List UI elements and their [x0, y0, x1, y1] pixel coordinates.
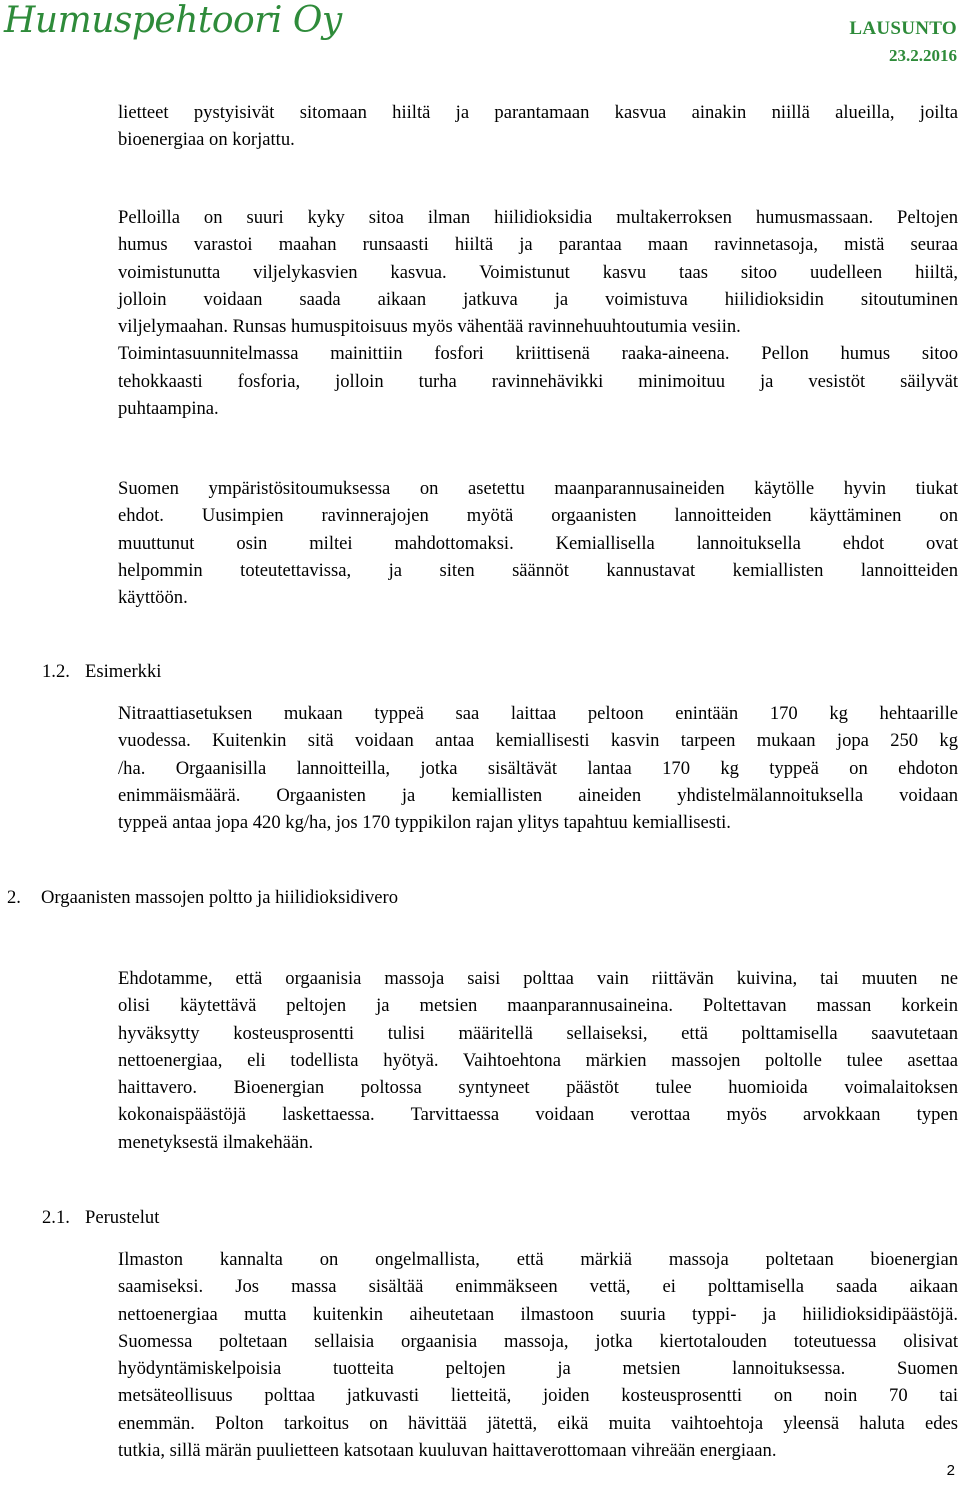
paragraph-nitraattiasetus — [118, 700, 958, 836]
text-line: viljelymaahan. Runsas humuspitoisuus myös vähentää ravinnehuuhtoutumia vesiin. — [118, 316, 741, 338]
text-line: käyttöön. — [118, 587, 188, 609]
section-heading-2 — [7, 887, 398, 909]
text-line: metsäteollisuus polttaa jatkuvasti lietteitä, joiden kosteusprosentti on noin 70 tai — [118, 1385, 958, 1407]
text-line: hyödyntämiskelpoisia tuotteita peltojen ja metsien lannoituksessa. Suomen — [118, 1358, 958, 1380]
section-heading-2-1 — [42, 1207, 159, 1229]
text-line: Suomessa poltetaan sellaisia orgaanisia massoja, jotka kiertotalouden toteutuessa olisivat — [118, 1330, 958, 1352]
paragraph-ymparistositoumus — [118, 475, 958, 611]
page-number: 2 — [946, 1462, 955, 1479]
section-number: 1.2. — [42, 661, 70, 682]
text-line: nettoenergiaa mutta kuitenkin aiheutetaan ilmastoon suuria typpi- ja hiilidioksidipäästöjä. — [118, 1303, 958, 1325]
text-line: jolloin voidaan saada aikaan jatkuva ja voimistuva hiilidioksidin sitoutuminen — [118, 288, 958, 310]
text-line: muuttunut osin miltei mahdottomaksi. Kemiallisella lannoituksella ehdot ovat — [118, 532, 958, 554]
text-line: tehokkaasti fosforia, jolloin turha ravinnehävikki minimoituu ja vesistöt säilyvät — [118, 370, 958, 392]
text-line: lietteet pystyisivät sitomaan hiiltä ja parantamaan kasvua ainakin niillä alueilla, joilta — [118, 102, 958, 123]
document-date: 23.2.2016 — [889, 46, 957, 66]
text-line: enimmäismäärä. Orgaanisten ja kemiallisten aineiden yhdistelmälannoituksella voidaan — [118, 784, 958, 806]
text-line: ehdot. Uusimpien ravinnerajojen myötä orgaanisten lannoitteiden käyttäminen on — [118, 505, 958, 527]
text-line: Suomen ympäristösitoumuksessa on asetettu maanparannusaineiden käytölle hyvin tiukat — [118, 478, 958, 499]
paragraph-ilmaston-kannalta — [118, 1246, 958, 1464]
document-meta — [849, 14, 957, 70]
text-line: voimistunutta viljelykasvien kasvua. Voimistunut kasvu taas sitoo uudelleen hiiltä, — [118, 261, 958, 283]
paragraph-liettet — [118, 99, 958, 154]
text-line: haittavero. Bioenergian poltossa syntyneet päästöt tulee huomioida voimalaitoksen — [118, 1077, 958, 1099]
paragraph-pelloilla — [118, 204, 958, 422]
text-line: humus varastoi maahan runsaasti hiiltä ja parantaa maan ravinnetasoja, mistä seuraa — [118, 234, 958, 256]
section-title: Perustelut — [85, 1207, 160, 1228]
text-line: tutkia, sillä märän puulietteen katsotaan kuuluvan haittaverottomaan vihreään energiaan. — [118, 1440, 777, 1462]
section-title: Orgaanisten massojen poltto ja hiilidioksidivero — [41, 887, 399, 908]
text-line: olisi käytettävä peltojen ja metsien maanparannusaineina. Poltettavan massan korkein — [118, 995, 958, 1017]
paragraph-ehdotamme — [118, 965, 958, 1156]
text-line: kokonaispäästöjä laskettaessa. Tarvittaessa voidaan verottaa myös arvokkaan typen — [118, 1104, 958, 1126]
text-line: Ilmaston kannalta on ongelmallista, että märkiä massoja poltetaan bioenergian — [118, 1249, 958, 1270]
text-line: Toimintasuunnitelmassa mainittiin fosfori kriittisenä raaka-aineena. Pellon humus sitoo — [118, 343, 958, 365]
text-line: menetyksestä ilmakehään. — [118, 1131, 314, 1153]
text-line: nettoenergiaa, eli todellista hyötyä. Vaihtoehtona märkien massojen poltolle tulee asettaa — [118, 1049, 958, 1071]
section-heading-1-2 — [42, 661, 161, 683]
text-line: hyväksytty kosteusprosentti tulisi määritellä sellaiseksi, että polttamisella saavutetaan — [118, 1022, 958, 1044]
text-line: enemmän. Polton tarkoitus on hävittää jätettä, eikä muita vaihtoehtoja yleensä haluta edes — [118, 1412, 958, 1434]
section-number: 2. — [7, 887, 21, 908]
company-name: Humuspehtoori Oy — [4, 0, 342, 41]
section-title: Esimerkki — [85, 661, 162, 682]
text-line: typpeä antaa jopa 420 kg/ha, jos 170 typpikilon rajan ylitys tapahtuu kemiallisesti. — [118, 812, 731, 834]
text-line: puhtaampina. — [118, 398, 219, 420]
text-line: bioenergiaa on korjattu. — [118, 129, 295, 151]
text-line: vuodessa. Kuitenkin sitä voidaan antaa kemiallisesti kasvin tarpeen mukaan jopa 250 kg — [118, 730, 958, 752]
text-line: Pelloilla on suuri kyky sitoa ilman hiilidioksidia multakerroksen humusmassaan. Peltojen — [118, 207, 958, 228]
text-line: /ha. Orgaanisilla lannoitteilla, jotka sisältävät lantaa 170 kg typpeä on ehdoton — [118, 757, 958, 779]
text-line: Ehdotamme, että orgaanisia massoja saisi polttaa vain riittävän kuivina, tai muuten ne — [118, 968, 958, 989]
text-line: saamiseksi. Jos massa sisältää enimmäkseen vettä, ei polttamisella saada aikaan — [118, 1276, 958, 1298]
section-number: 2.1. — [42, 1207, 70, 1228]
text-line: helpommin toteutettavissa, ja siten säännöt kannustavat kemiallisten lannoitteiden — [118, 559, 958, 581]
text-line: Nitraattiasetuksen mukaan typpeä saa laittaa peltoon enintään 170 kg hehtaarille — [118, 703, 958, 724]
document-type: LAUSUNTO — [849, 18, 957, 39]
